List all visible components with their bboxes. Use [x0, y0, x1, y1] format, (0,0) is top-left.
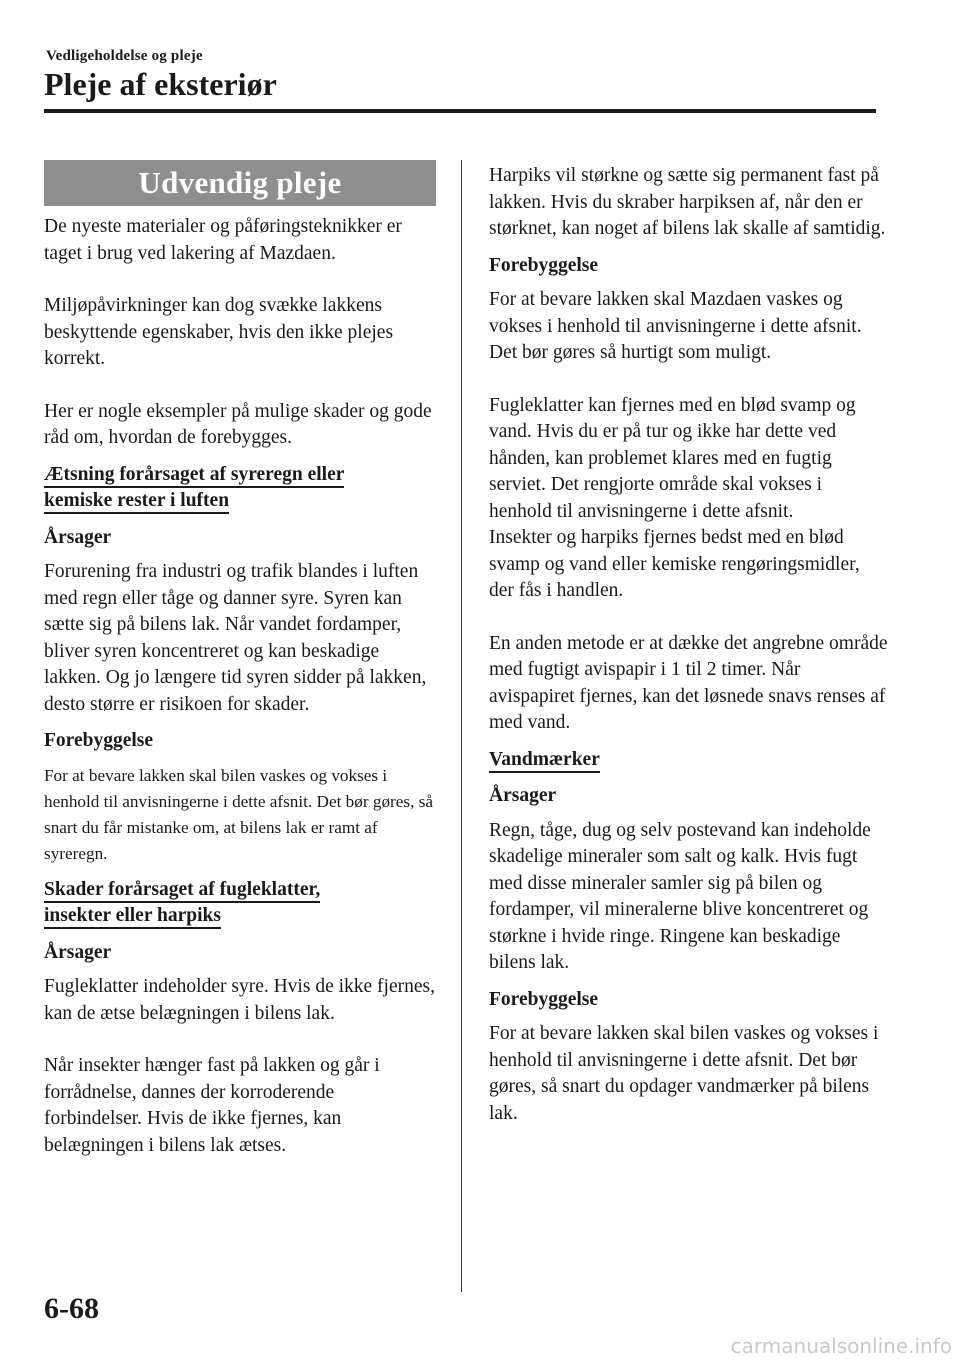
section-heading-line: insekter eller harpiks	[44, 905, 221, 929]
title-rule	[44, 109, 876, 113]
causes-text: Forurening fra industri og trafik blandes i luften med regn eller tåge og danner syre. Syren kan sætte sig på bilens lak. Når vandet fordamper, bliver syren koncentreret og kan beskadige lakken. Og jo længere tid syren sidder på lakken, desto større er risikoen for skader.	[44, 561, 427, 715]
prevention-text: For at bevare lakken skal bilen vaskes og vokses i henhold til anvisningerne i dette afsnit. Det bør gøres, så snart du opdager vandmærker på bilens lak.	[489, 1023, 879, 1124]
prevention-text: En anden metode er at dække det angrebne område med fugtigt avispapir i 1 til 2 timer. Når avispapiret fjernes, kan det løsnede snavs renses af med vand.	[489, 632, 888, 733]
prevention-text: For at bevare lakken skal Mazdaen vaskes og vokses i henhold til anvisningerne i dette afsnit. Det bør gøres så hurtigt som muligt.	[489, 289, 862, 363]
causes-text: Fugleklatter indeholder syre. Hvis de ikke fjernes, kan de ætse belægningen i bilens lak.	[44, 976, 435, 1024]
breadcrumb: Vedligeholdelse og pleje	[46, 48, 203, 64]
page-title: Pleje af eksteriør	[44, 66, 277, 102]
prevention-label: Forebyggelse	[489, 254, 599, 276]
intro-paragraph-1: De nyeste materialer og påføringsteknikker er taget i brug ved lakering af Mazdaen.	[44, 216, 402, 264]
prevention-text: Insekter og harpiks fjernes bedst med en blød svamp og vand eller kemiske rengøringsmidler, der fås i handlen.	[489, 527, 860, 601]
section-heading-line: Skader forårsaget af fugleklatter,	[44, 879, 320, 903]
watermark: carmanualsonline.info	[730, 1334, 952, 1358]
section-heading-water	[489, 747, 889, 774]
section-heading-line: Ætsning forårsaget af syreregn eller	[44, 464, 344, 488]
causes-label: Årsager	[44, 526, 112, 548]
section-banner: Udvendig pleje	[44, 160, 436, 206]
section-heading-line: kemiske rester i luften	[44, 490, 229, 514]
section-heading-line: Vandmærker	[489, 749, 600, 773]
section-heading-birds	[44, 877, 436, 930]
causes-text: Når insekter hænger fast på lakken og går i forrådnelse, dannes der korroderende forbindelser. Hvis de ikke fjernes, kan belægningen i bilens lak ætses.	[44, 1055, 380, 1156]
prevention-label: Forebyggelse	[44, 730, 154, 751]
prevention-label: Forebyggelse	[489, 988, 599, 1010]
causes-label: Årsager	[44, 941, 112, 963]
intro-paragraph-2: Miljøpåvirkninger kan dog svække lakkens beskyttende egenskaber, hvis den ikke plejes korrekt.	[44, 295, 394, 369]
causes-text: Regn, tåge, dug og selv postevand kan indeholde skadelige mineraler som salt og kalk. Hvis fugt med disse mineraler samler sig på bilen og fordamper, vil mineralerne blive koncentreret og størkne i hvide ringe. Ringene kan beskadige bilens lak.	[489, 819, 871, 973]
left-column	[44, 160, 436, 1159]
intro-paragraph-3: Her er nogle eksempler på mulige skader og gode råd om, hvordan de forebygges.	[44, 400, 432, 448]
prevention-text: Fugleklatter kan fjernes med en blød svamp og vand. Hvis du er på tur og ikke har dette ved hånden, kan problemet klares med en fugtig serviet. Det rengjorte område skal vokses i henhold til anvisningerne i dette afsnit.	[489, 394, 856, 522]
prevention-text: For at bevare lakken skal bilen vaskes og vokses i henhold til anvisningerne i dette afsnit. Det bør gøres, så snart du får mistanke om, at bilens lak er ramt af syreregn.	[44, 765, 434, 863]
page-number: 6-68	[44, 1292, 99, 1325]
column-divider	[461, 160, 462, 1292]
continued-text: Harpiks vil størkne og sætte sig permanent fast på lakken. Hvis du skraber harpiksen af, når den er størknet, kan noget af bilens lak skalle af samtidig.	[489, 165, 886, 239]
section-heading-acid	[44, 462, 436, 515]
right-column	[489, 163, 889, 1127]
causes-label: Årsager	[489, 785, 557, 806]
